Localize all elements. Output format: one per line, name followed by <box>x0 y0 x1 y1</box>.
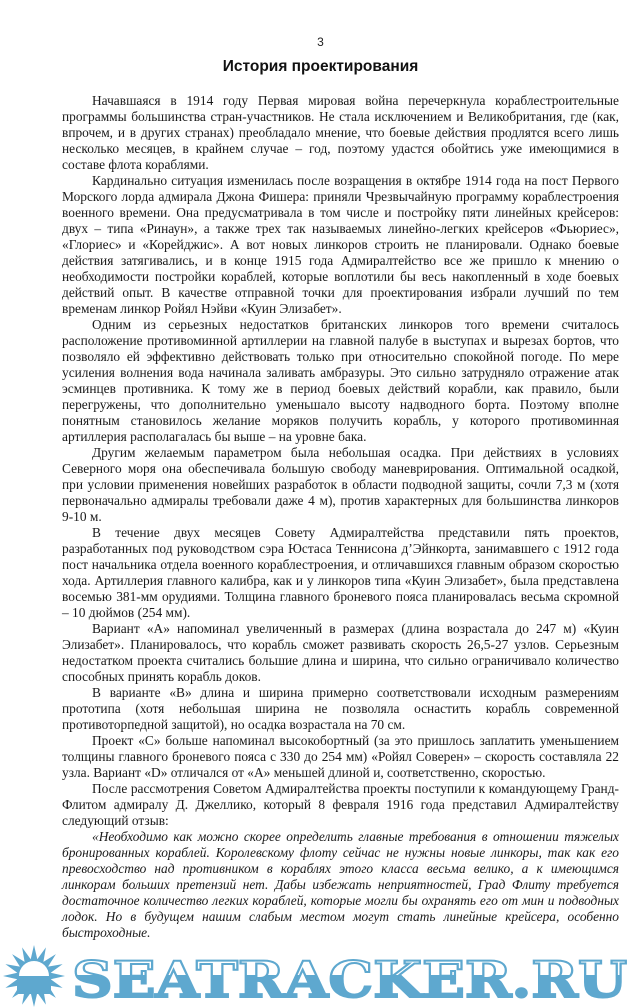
watermark-logo <box>0 945 641 1007</box>
paragraph: Одним из серьезных недостатков британских линкоров того времени считалось расположение противоминной артиллерии на главной палубе в выступах и вырезах бортов, что позволяло ей эффективно действовать только при относительно спокойной погоде. По мере усиления волнения вода начинала заливать амбразуры. Это сильно затрудняло отражение атак эсминцев противника. К тому же в период боевых действий корабли, как правило, были перегружены, что дополнительно уменьшало высоту надводного борта. Поэтому вполне понятным становилось желание моряков получить корабль, у которого противоминная артиллерия располагалась бы выше – на уровне бака. <box>62 317 619 444</box>
paragraph: Кардинально ситуация изменилась после возращения в октябре 1914 года на пост Первого Морского лорда адмирала Джона Фишера: приняли Чрезвычайную программу кораблестроения военного времени. Она предусматривала в том числе и постройку пяти линейных крейсеров: двух – типа «Ринаун», а также трех так называемых линейно-легких крейсеров «Фьюриес», «Глориес» и «Корейджис». А вот новых линкоров строить не планировали. Однако боевые действия затягивались, и в конце 1915 года Адмиралтейство все же пришло к мнению о необходимости постройки кораблей, которые воплотили бы весь накопленный в ходе боевых действий опыт. В качестве отправной точки для проектирования избрали лучший по тем временам линкор Ройял Нэйви «Куин Элизабет». <box>62 173 619 316</box>
watermark-text: SEATRACKER.RU <box>72 950 627 1007</box>
sun-icon <box>3 945 65 1007</box>
paragraph: Вариант «А» напоминал увеличенный в размерах (длина возрастала до 247 м) «Куин Элизабет». Планировалось, что корабль сможет развивать скорость 26,5-27 узлов. Серьезным недостатком проекта считались большие длина и ширина, что сильно ограничивало количество способных принять корабль доков. <box>62 621 619 684</box>
paragraph: Другим желаемым параметром была небольшая осадка. При действиях в условиях Северного моря она обеспечивала большую свободу маневрирования. Оптимальной осадкой, при условии применения новейших разработок в области подводной защиты, сочли 7,3 м (хотя первоначально адмиралы требовали даже 4 м), против характерных для большинства линкоров 9-10 м. <box>62 445 619 524</box>
paragraph: В варианте «В» длина и ширина примерно соответствовали исходным размерениям прототипа (хотя небольшая ширина не позволяла оснастить корабль современной противоторпедной защитой), но осадка возрастала на 70 см. <box>62 685 619 732</box>
page-title: История проектирования <box>222 58 419 75</box>
paragraph: После рассмотрения Советом Адмиралтейства проекты поступили к командующему Гранд-Флитом адмиралу Д. Джеллико, который 8 февраля 1916 года представил Адмиралтейству следующий отзыв: <box>62 781 619 828</box>
document-body <box>62 93 619 941</box>
quote-paragraph: «Необходимо как можно скорее определить главные требования в отношении тяжелых бронированных кораблей. Королевскому флоту сейчас не нужны новые линкоры, так как его превосходство над противником в кораблях этого класса весьма велико, а к имеющимся линкорам больших претензий нет. Дабы избежать неприятностей, Град Флиту требуется достаточное количество легких кораблей, которые могли бы охранять его от мин и подводных лодок. Но в будущем нашим слабым местом могут стать линейные крейсера, особенно быстроходные. <box>62 829 619 940</box>
paragraph: Начавшаяся в 1914 году Первая мировая война перечеркнула кораблестроительные программы большинства стран-участников. Не стала исключением и Великобритания, где (как, впрочем, и в других странах) преобладало мнение, что боевые действия продлятся всего лишь несколько месяцев, в крайнем случае – год, поэтому удастся обойтись уже имеющимися в составе флота кораблями. <box>62 93 619 172</box>
paragraph: Проект «С» больше напоминал высокобортный (за это пришлось заплатить уменьшением толщины главного броневого пояса с 330 до 254 мм) «Ройял Соверен» – скорость составляла 22 узла. Вариант «D» отличался от «А» меньшей длиной и, соответственно, скоростью. <box>62 733 619 780</box>
page-number: 3 <box>317 35 324 49</box>
paragraph: В течение двух месяцев Совету Адмиралтейства представили пять проектов, разработанных под руководством сэра Юстаса Теннисона д’Эйнкорта, занимавшего с 1912 года пост начальника отдела военного кораблестроения, и отличавшихся главным образом скоростью хода. Артиллерия главного калибра, как и у линкоров типа «Куин Элизабет», была представлена восемью 381-мм орудиями. Толщина главного броневого пояса планировалась весьма скромной – 10 дюймов (254 мм). <box>62 525 619 620</box>
